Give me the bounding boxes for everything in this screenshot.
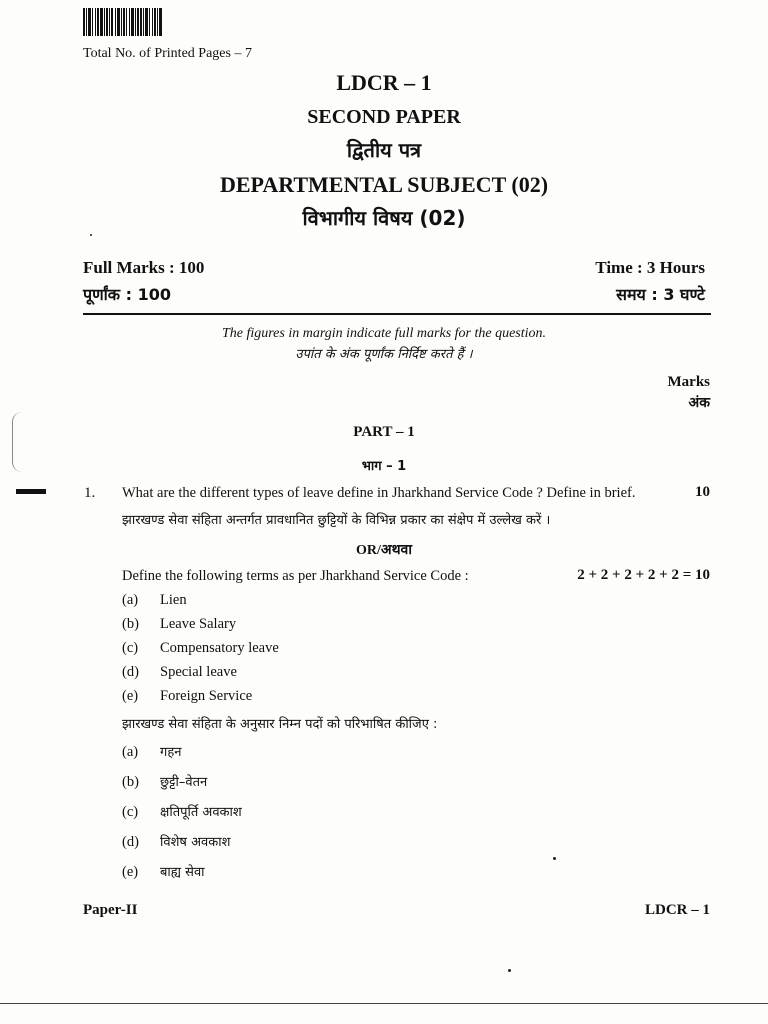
instruction-note-hindi: उपांत के अंक पूर्णांक निर्दिष्ट करते हैं ।	[295, 347, 473, 362]
list-item-label: (c)	[122, 804, 139, 820]
question-marks: 10	[695, 484, 710, 500]
list-item-label: (b)	[122, 616, 139, 632]
margin-dash-mark	[16, 489, 46, 494]
list-item-hindi	[122, 772, 207, 791]
full-marks: Full Marks : 100	[83, 258, 205, 277]
margin-scan-mark	[12, 412, 23, 472]
paper-title-hindi: द्वितीय पत्र	[346, 138, 422, 162]
list-item-text: Foreign Service	[160, 688, 253, 704]
list-item-hindi	[122, 832, 230, 851]
part-title-hindi: भाग – 1	[361, 459, 407, 474]
scan-speck	[553, 857, 556, 860]
list-item-text-hindi: छुट्टी–वेतन	[160, 775, 208, 790]
list-item-text: Compensatory leave	[160, 640, 279, 656]
list-item-label: (e)	[122, 864, 139, 880]
list-item-hindi	[122, 742, 181, 761]
list-item-label: (e)	[122, 688, 139, 704]
list-item-text-hindi: बाह्य सेवा	[160, 865, 205, 880]
list-item-text-hindi: क्षतिपूर्ति अवकाश	[160, 805, 242, 820]
list-item-text: Special leave	[160, 664, 237, 680]
list-item-hindi	[122, 802, 242, 821]
barcode	[83, 8, 195, 36]
list-item-text: Lien	[160, 592, 187, 608]
list-item-label: (b)	[122, 774, 139, 790]
instruction-note: The figures in margin indicate full marks for the question.	[221, 326, 547, 341]
list-item-text: Leave Salary	[160, 616, 237, 632]
list-item	[122, 592, 187, 609]
list-item-label: (d)	[122, 664, 139, 680]
scan-speck	[90, 234, 92, 236]
subject-title-hindi: विभागीय विषय (02)	[302, 206, 466, 230]
footer-paper: Paper-II	[83, 902, 138, 918]
header-rule	[83, 313, 711, 315]
alt-question-text-hindi: झारखण्ड सेवा संहिता के अनुसार निम्न पदों को परिभाषित कीजिए :	[122, 717, 438, 732]
alt-question-text: Define the following terms as per Jharkhand Service Code :	[122, 568, 469, 584]
time-hindi: समय : 3 घण्टे	[616, 285, 705, 304]
paper-title: SECOND PAPER	[307, 106, 461, 128]
or-separator: OR/अथवा	[356, 543, 412, 558]
list-item	[122, 688, 252, 705]
list-item	[122, 616, 236, 633]
footer-code: LDCR – 1	[644, 902, 710, 918]
list-item-text-hindi: गहन	[160, 745, 182, 760]
full-marks-hindi: पूर्णांक : 100	[83, 285, 172, 304]
list-item-label: (d)	[122, 834, 139, 850]
list-item-text-hindi: विशेष अवकाश	[160, 835, 231, 850]
page-bottom-edge	[0, 1003, 768, 1004]
alt-question-marks: 2 + 2 + 2 + 2 + 2 = 10	[577, 567, 710, 583]
paper-code: LDCR – 1	[336, 70, 432, 95]
list-item	[122, 664, 237, 681]
printed-pages: Total No. of Printed Pages – 7	[83, 46, 252, 61]
list-item-label: (c)	[122, 640, 139, 656]
list-item-hindi	[122, 862, 205, 881]
scan-speck	[508, 969, 511, 972]
list-item-label: (a)	[122, 592, 139, 608]
question-number: 1.	[84, 485, 96, 501]
subject-title: DEPARTMENTAL SUBJECT (02)	[219, 172, 549, 197]
marks-label: Marks	[667, 374, 710, 390]
list-item-label: (a)	[122, 744, 139, 760]
time: Time : 3 Hours	[595, 258, 705, 277]
list-item	[122, 640, 279, 657]
question-text: What are the different types of leave define in Jharkhand Service Code ? Define in brief.	[122, 485, 636, 501]
question-text-hindi: झारखण्ड सेवा संहिता अन्तर्गत प्रावधानित छुट्टियों के विभिन्न प्रकार का संक्षेप में उल्लेख करें ।	[122, 513, 551, 528]
marks-label-hindi: अंक	[688, 395, 710, 411]
part-title: PART – 1	[353, 424, 415, 440]
